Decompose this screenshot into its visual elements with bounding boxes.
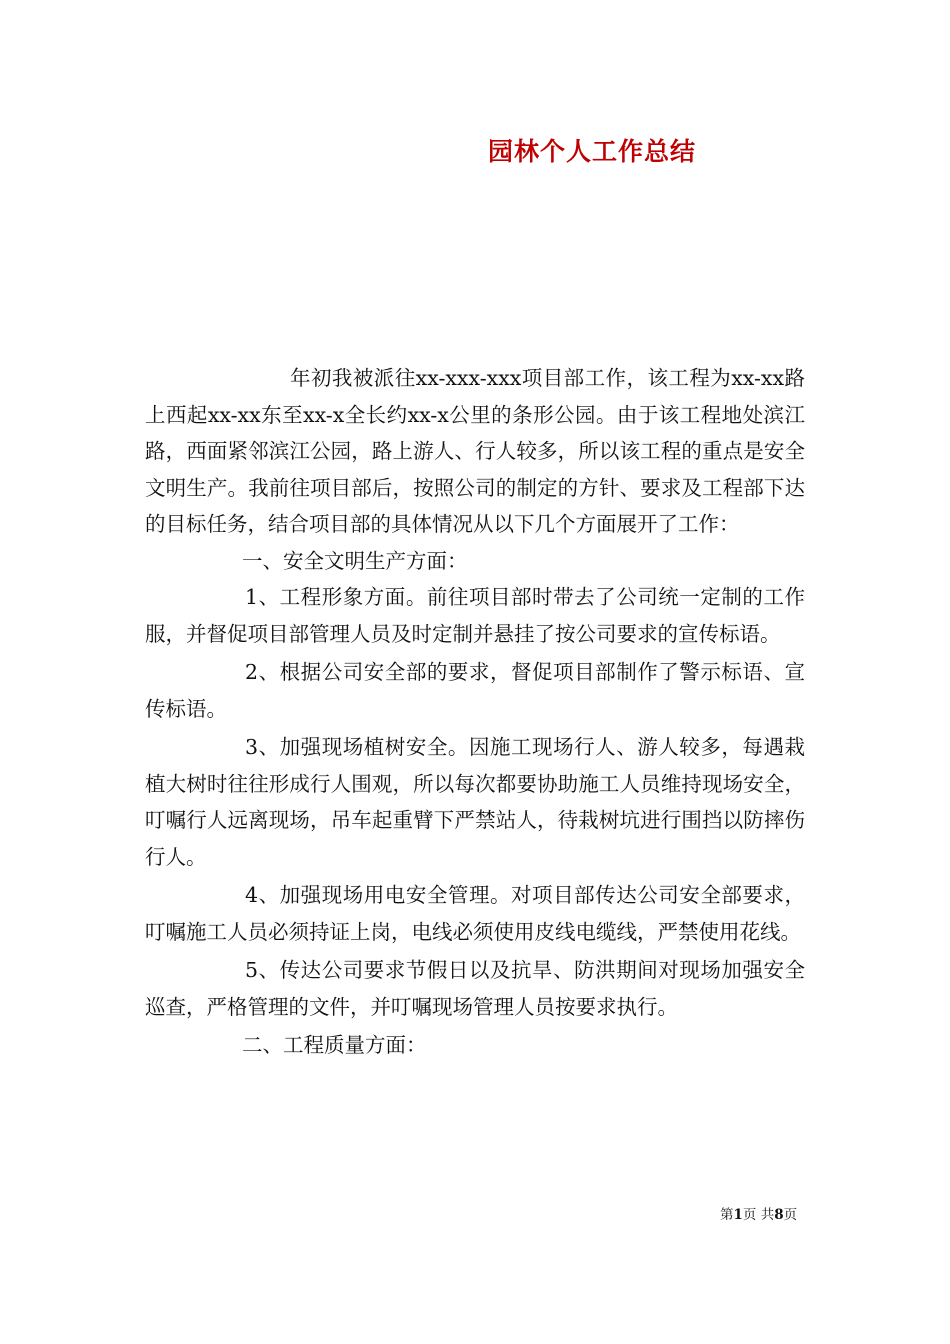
list-item: 2、根据公司安全部的要求，督促项目部制作了警示标语、宣传标语。 (145, 660, 805, 721)
list-item: 4、加强现场用电安全管理。对项目部传达公司安全部要求，叮嘱施工人员必须持证上岗，电线必须使用皮线电缆线，严禁使用花线。 (145, 883, 805, 944)
footer-page-prefix: 第 (720, 1207, 734, 1223)
list-item: 3、加强现场植树安全。因施工现场行人、游人较多，每遇栽植大树时往往形成行人围观，所以每次都要协助施工人员维持现场安全，叮嘱行人远离现场，吊车起重臂下严禁站人，待栽树坑进行围挡以防摔伤行人。 (145, 735, 805, 869)
page-footer (720, 1203, 797, 1223)
footer-page-current: 1 (733, 1207, 743, 1223)
intro-paragraph: 年初我被派往xx-xxx-xxx项目部工作，该工程为xx-xx路上西起xx-xx东至xx-x全长约xx-x公里的条形公园。由于该工程地处滨江路，西面紧邻滨江公园，路上游人、行人较多，所以该工程的重点是安全文明生产。我前往项目部后，按照公司的制定的方针、要求及工程部下达的目标任务，结合项目部的具体情况从以下几个方面展开了工作： (145, 366, 805, 536)
footer-page-suffix: 页 (783, 1207, 798, 1223)
list-item: 5、传达公司要求节假日以及抗旱、防洪期间对现场加强安全巡查，严格管理的文件，并叮嘱现场管理人员按要求执行。 (145, 958, 805, 1019)
document-body (145, 360, 805, 1064)
section-heading-safety: 一、安全文明生产方面： (242, 548, 468, 573)
footer-page-total: 8 (774, 1207, 784, 1223)
section-heading-quality: 二、工程质量方面： (242, 1033, 427, 1057)
document-title: 园林个人工作总结 (488, 137, 697, 166)
footer-page-mid: 页 共 (742, 1207, 775, 1223)
list-item: 1、工程形象方面。前往项目部时带去了公司统一定制的工作服，并督促项目部管理人员及时定制并悬挂了按公司要求的宣传标语。 (145, 585, 805, 646)
